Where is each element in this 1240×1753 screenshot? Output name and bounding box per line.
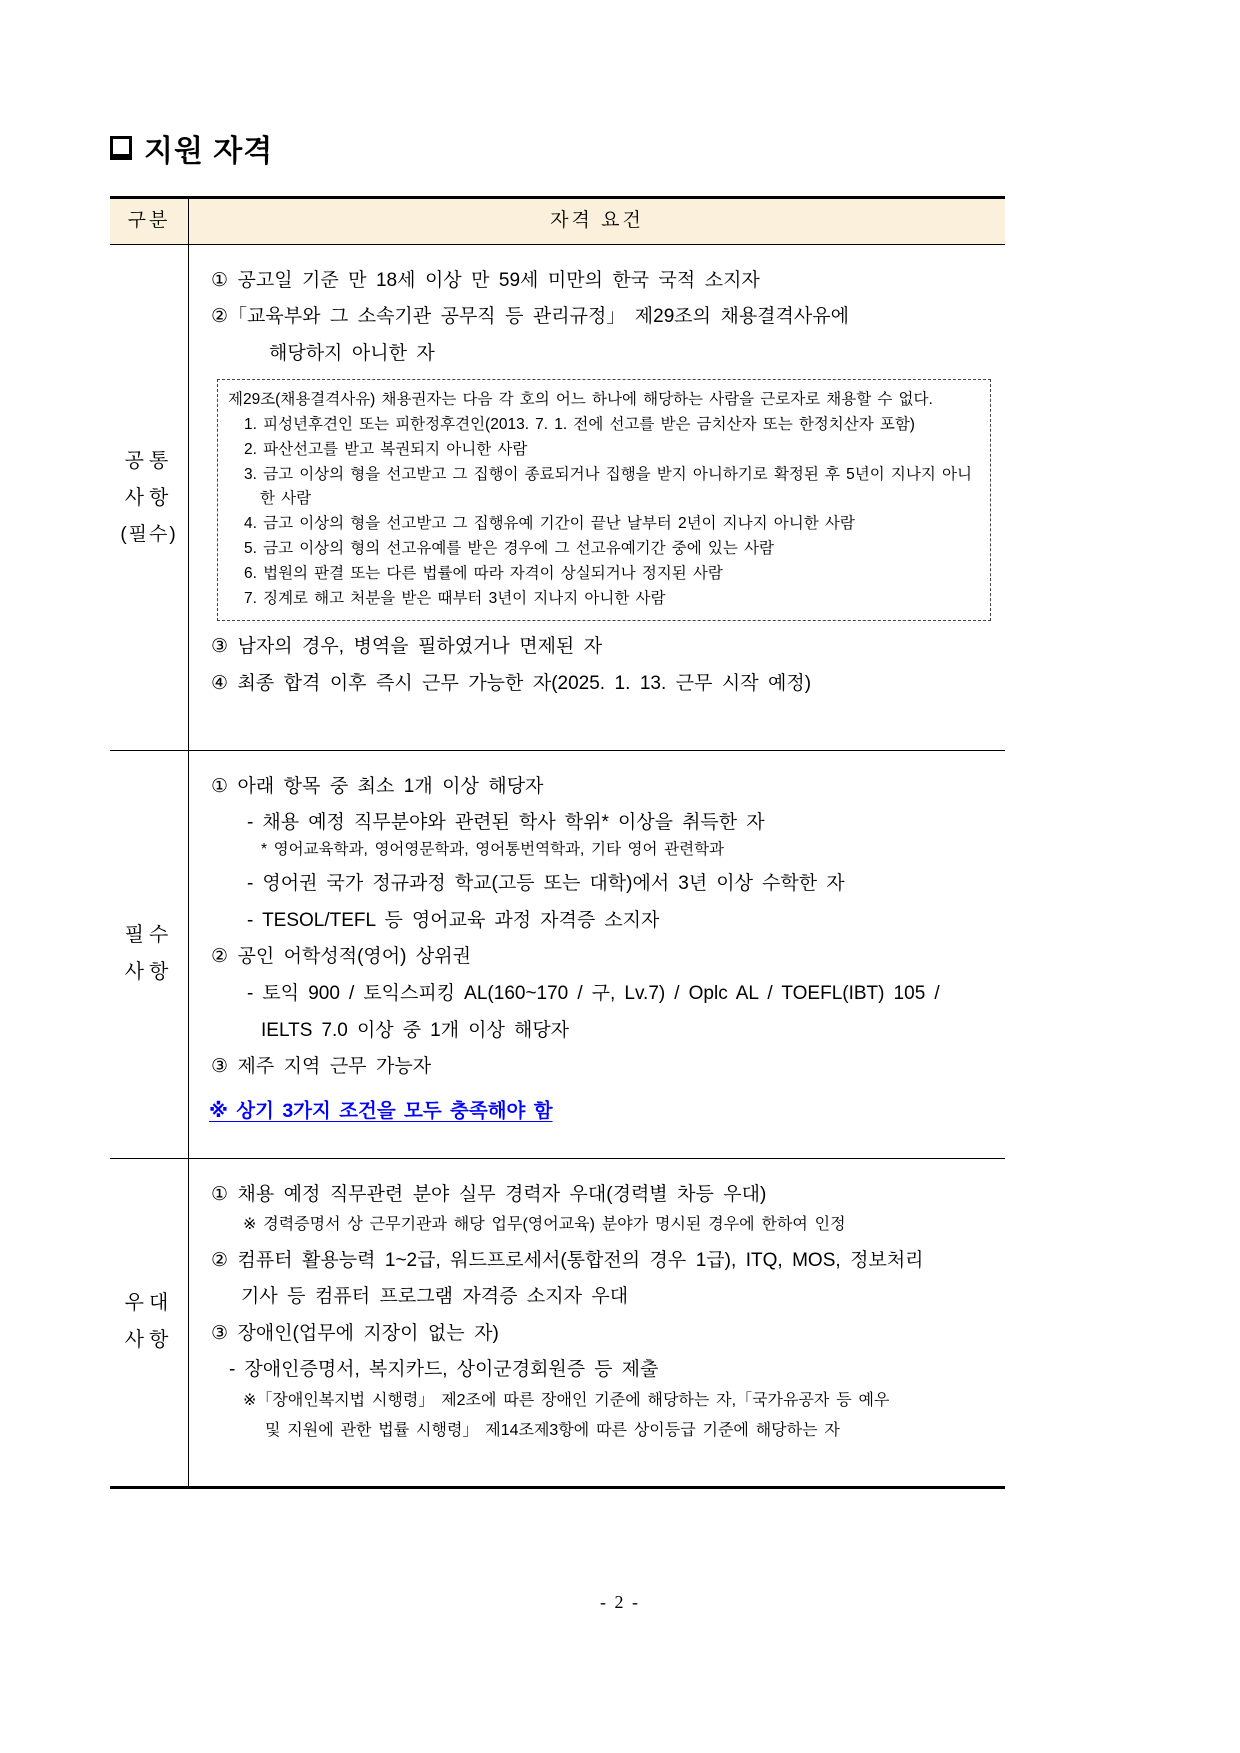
article-29-clause: 6. 법원의 판결 또는 다른 법률에 따라 자격이 상실되거나 정지된 사람 [244,564,723,582]
row-label-preferred [110,1159,188,1486]
preferred-note-2: ※「장애인복지법 시행령」 제2조에 따른 장애인 기준에 해당하는 자,「국가유공자 등 예우 [243,1391,890,1409]
label-line: (필수) [120,523,178,545]
preferred-note-1: ※ 경력증명서 상 근무기관과 해당 업무(영어교육) 분야가 명시된 경우에 한하여 인정 [243,1216,846,1234]
table-row-preferred [110,1159,1005,1486]
label-line: 사항 [124,1329,174,1352]
qualification-table [110,196,1005,1489]
article-29-clause: 3. 금고 이상의 형을 선고받고 그 집행이 종료되거나 집행을 받지 아니하기로 확정된 후 5년이 지나지 아니한 사람 [244,465,972,508]
row-label-common [110,245,188,750]
required-sub-4-cont: IELTS 7.0 이상 중 1개 이상 해당자 [261,1019,570,1041]
article-29-clause: 7. 징계로 해고 처분을 받은 때부터 3년이 지나지 아니한 사람 [244,589,666,607]
required-sub-3: - TESOL/TEFL 등 영어교육 과정 자격증 소지자 [247,909,660,931]
required-sub-4: - 토익 900 / 토익스피킹 AL(160~170 / 구, Lv.7) / Oplc AL / TOEFL(IBT) 105 / [247,983,940,1005]
common-item-1: ① 공고일 기준 만 18세 이상 만 59세 미만의 한국 국적 소지자 [211,269,760,291]
row-content-preferred [188,1159,1005,1486]
common-item-3: ③ 남자의 경우, 병역을 필하였거나 면제된 자 [211,636,603,658]
table-row-required [110,751,1005,1159]
required-note-1: * 영어교육학과, 영어영문학과, 영어통번역학과, 기타 영어 관련학과 [261,840,725,858]
article-29-clause: 5. 금고 이상의 형의 선고유예를 받은 경우에 그 선고유예기간 중에 있는 사람 [244,540,774,558]
required-sub-1: - 채용 예정 직무분야와 관련된 학사 학위* 이상을 취득한 자 [247,812,765,834]
label-line: 사항 [124,486,174,509]
required-sub-2: - 영어권 국가 정규과정 학교(고등 또는 대학)에서 3년 이상 수학한 자 [247,873,845,895]
label-line: 우대 [124,1292,174,1315]
preferred-note-2-cont: 및 지원에 관한 법률 시행령」 제14조제3항에 따른 상이등급 기준에 해당하는 자 [265,1421,840,1439]
section-title-text: 지원 자격 [144,135,274,168]
preferred-item-3: ③ 장애인(업무에 지장이 없는 자) [211,1322,499,1344]
square-bullet-icon [110,136,132,160]
preferred-item-2: ② 컴퓨터 활용능력 1~2급, 워드프로세서(통합전의 경우 1급), ITQ, MOS, 정보처리 [211,1249,924,1271]
required-item-1: ① 아래 항목 중 최소 1개 이상 해당자 [211,775,544,797]
article-29-clause: 4. 금고 이상의 형을 선고받고 그 집행유예 기간이 끝난 날부터 2년이 지나지 아니한 사람 [244,515,855,533]
row-label-required [110,751,188,1158]
label-line: 필수 [124,924,174,947]
row-content-required [188,751,1005,1158]
preferred-item-2-cont: 기사 등 컴퓨터 프로그램 자격증 소지자 우대 [241,1286,629,1308]
article-29-clause: 1. 피성년후견인 또는 피한정후견인(2013. 7. 1. 전에 선고를 받은 금치산자 또는 한정치산자 포함) [244,416,915,434]
label-line: 사항 [124,961,174,984]
table-row-common [110,245,1005,751]
row-content-common [188,245,1005,750]
table-header-row [110,199,1005,245]
common-item-2: ②「교육부와 그 소속기관 공무직 등 관리규정」 제29조의 채용결격사유에 [211,306,849,328]
article-29-clause: 2. 파산선고를 받고 복권되지 아니한 사람 [244,440,528,458]
article-29-heading: 제29조(채용결격사유) 채용권자는 다음 각 호의 어느 하나에 해당하는 사람을 근로자로 채용할 수 없다. [228,391,933,409]
required-highlight-note: ※ 상기 3가지 조건을 모두 충족해야 함 [209,1099,553,1122]
section-title [110,126,1122,170]
common-item-4: ④ 최종 합격 이후 즉시 근무 가능한 자(2025. 1. 13. 근무 시작 예정) [211,672,812,694]
article-29-box [217,379,991,621]
page-number: - 2 - [600,1592,640,1612]
common-item-2-cont: 해당하지 아니한 자 [269,342,435,364]
preferred-sub-1: - 장애인증명서, 복지카드, 상이군경회원증 등 제출 [229,1359,659,1381]
required-item-2: ② 공인 어학성적(영어) 상위권 [211,946,471,968]
preferred-item-1: ① 채용 예정 직무관련 분야 실무 경력자 우대(경력별 차등 우대) [211,1183,767,1205]
label-line: 공통 [124,449,174,472]
header-col-requirements: 자격 요건 [188,199,1005,244]
header-col-category: 구분 [127,210,171,231]
required-item-3: ③ 제주 지역 근무 가능자 [211,1056,432,1078]
